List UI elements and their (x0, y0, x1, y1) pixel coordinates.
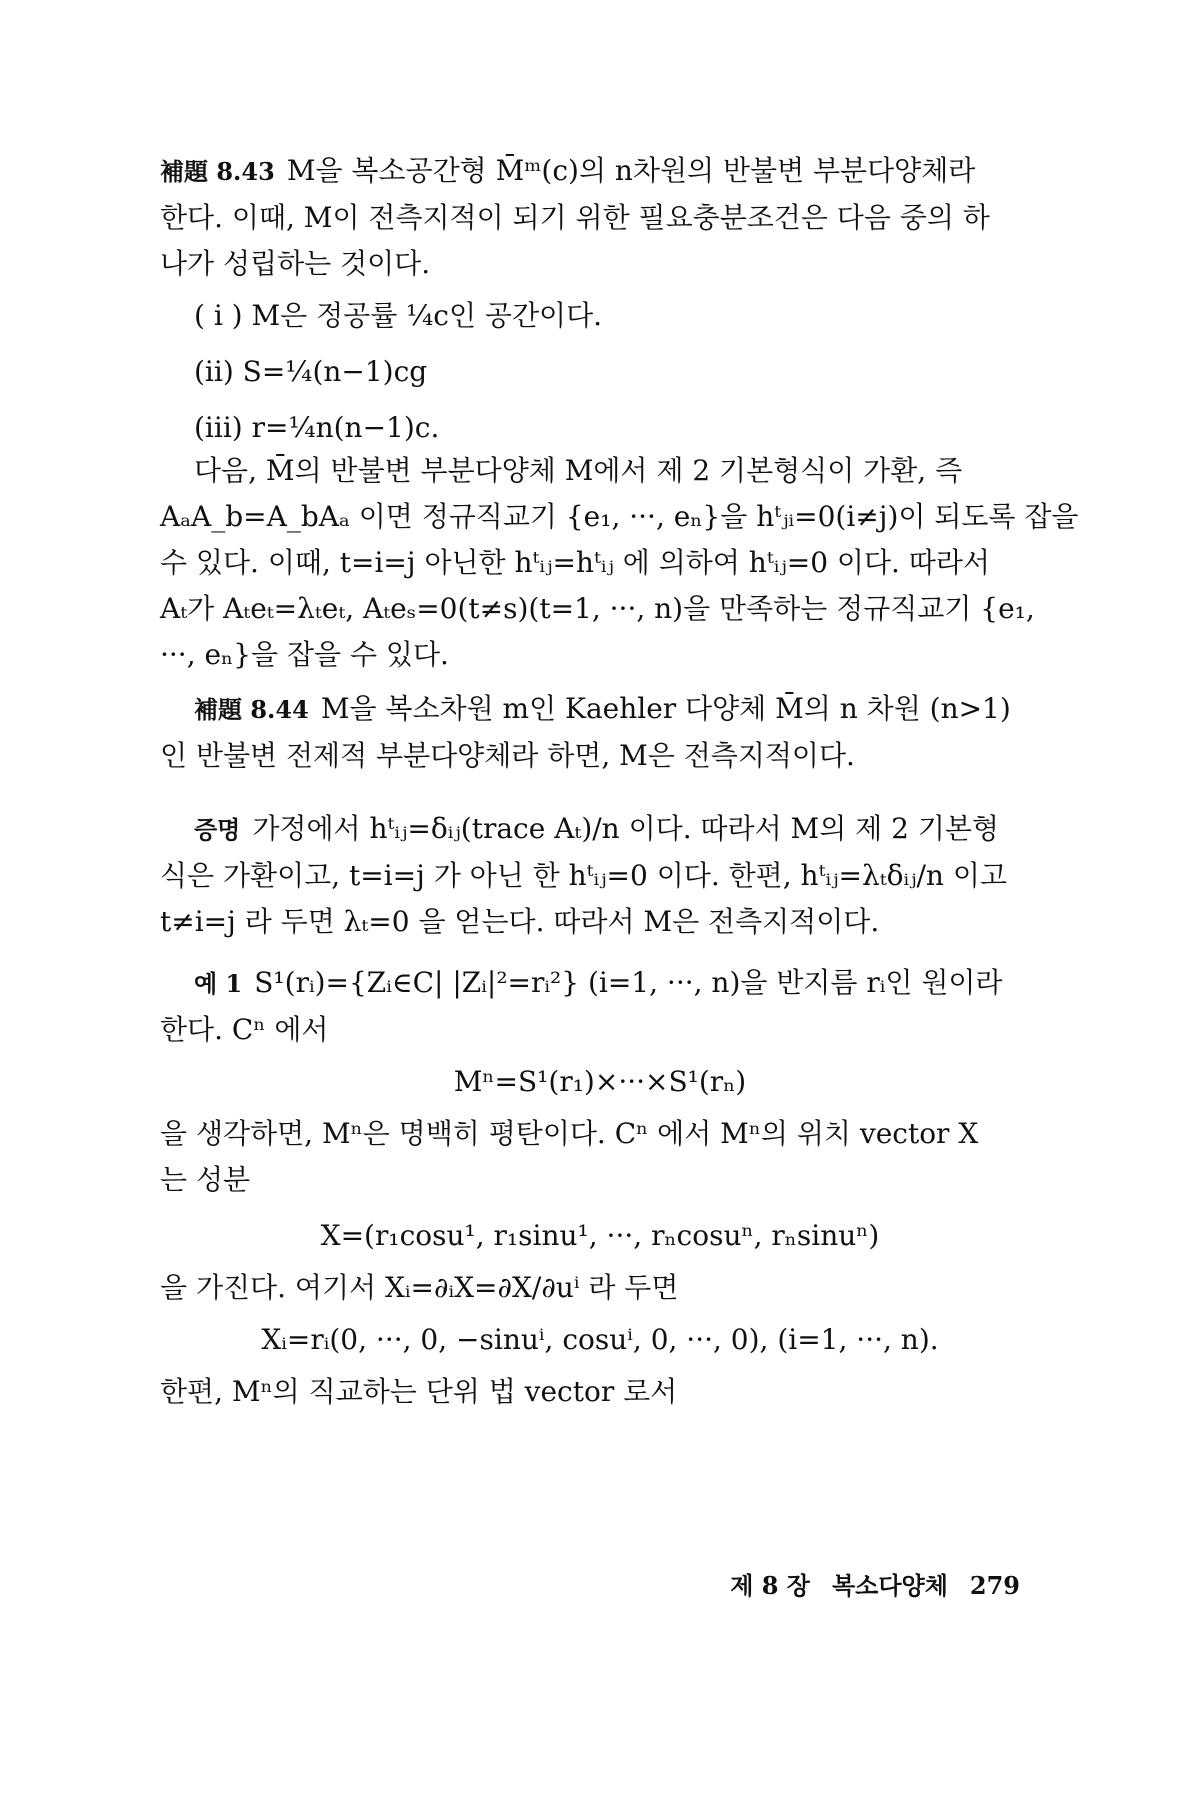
paragraph-commuting (160, 448, 1079, 678)
example-text: S¹(rᵢ)={Zᵢ∈C| |Zᵢ|²=rᵢ²} (i=1, ···, n)을 반지름 rᵢ인 원이라 (254, 966, 1003, 999)
example-line-4: 는 성분 (160, 1163, 251, 1196)
page-footer (160, 1566, 1020, 1601)
equation-tangent-vectors: Xᵢ=rᵢ(0, ···, 0, −sinuⁱ, cosuⁱ, 0, ···, 0), (i=1, ···, n). (261, 1323, 939, 1356)
lemma-8-43-line-3: 나가 성립하는 것이다. (160, 247, 431, 280)
lemma-8-43-line-2: 한다. 이때, M이 전측지적이 되기 위한 필요충분조건은 다음 중의 하 (160, 201, 990, 234)
equation-torus: Mⁿ=S¹(r₁)×···×S¹(rₙ) (453, 1065, 747, 1098)
lemma-8-43 (160, 148, 1040, 451)
page-number: 279 (969, 1571, 1020, 1600)
example-line-3: 을 생각하면, Mⁿ은 명백히 평탄이다. Cⁿ 에서 Mⁿ의 위치 vector X (160, 1117, 979, 1150)
chapter-number: 제 8 장 (730, 1571, 810, 1600)
example-label: 예 1 (194, 969, 243, 998)
proof-line-3: t≠i=j 라 두면 λₜ=0 을 얻는다. 따라서 M은 전측지적이다. (160, 905, 880, 938)
proof-label: 증명 (194, 815, 241, 844)
lemma-label: 補題 8.44 (194, 695, 309, 724)
lemma-8-43-line-1 (160, 148, 1040, 195)
equation-position-vector: X=(r₁cosu¹, r₁sinu¹, ···, rₙcosuⁿ, rₙsinuⁿ) (320, 1219, 880, 1252)
proof-text: 가정에서 hᵗᵢⱼ=δᵢⱼ(trace Aₜ)/n 이다. 따라서 M의 제 2 기본형 (252, 812, 999, 845)
condition-iii: (iii) r=¼n(n−1)c. (194, 411, 440, 444)
example-line-2: 한다. Cⁿ 에서 (160, 1013, 329, 1046)
lemma-label: 補題 8.43 (160, 157, 275, 186)
lemma-8-44 (160, 686, 1040, 779)
example-line-5: 을 가진다. 여기서 Xᵢ=∂ᵢX=∂X/∂uⁱ 라 두면 (160, 1271, 679, 1304)
example-line-6: 한편, Mⁿ의 직교하는 단위 법 vector 로서 (160, 1375, 678, 1408)
condition-ii: (ii) S=¼(n−1)cg (194, 355, 428, 388)
lemma-text: M을 복소차원 m인 Kaehler 다양체 M̄의 n 차원 (n>1) (320, 692, 1011, 725)
paragraph-line-4: Aₜ가 Aₜeₜ=λₜeₜ, Aₜeₛ=0(t≠s)(t=1, ···, n)을 만족하는 정규직교기 {e₁, (160, 592, 1035, 625)
proof-line-1 (160, 806, 1040, 853)
example-line-1 (160, 960, 1040, 1007)
example-1 (160, 960, 1040, 1415)
lemma-text: M을 복소공간형 M̄ᵐ(c)의 n차원의 반불변 부분다양체라 (286, 154, 976, 187)
chapter-title: 복소다양체 (831, 1571, 948, 1600)
proof (160, 806, 1040, 945)
paragraph-line-3: 수 있다. 이때, t=i=j 아닌한 hᵗᵢⱼ=hᵗᵢⱼ 에 의하여 hᵗᵢⱼ=0 이다. 따라서 (160, 546, 990, 579)
paragraph-line-2: AₐA_b=A_bAₐ 이면 정규직교기 {e₁, ···, eₙ}을 hᵗⱼᵢ=0(i≠j)이 되도록 잡을 (160, 500, 1079, 533)
lemma-8-44-line-2: 인 반불변 전제적 부분다양체라 하면, M은 전측지적이다. (160, 739, 855, 772)
lemma-8-44-line-1 (160, 686, 1040, 733)
proof-line-2: 식은 가환이고, t=i=j 가 아닌 한 hᵗᵢⱼ=0 이다. 한편, hᵗᵢⱼ=λₜδᵢⱼ/n 이고 (160, 859, 1007, 892)
condition-i: ( i ) M은 정공률 ¼c인 공간이다. (194, 299, 603, 332)
paragraph-line-5: ···, eₙ}을 잡을 수 있다. (160, 638, 449, 671)
paragraph-line-1: 다음, M̄의 반불변 부분다양체 M에서 제 2 기본형식이 가환, 즉 (194, 454, 963, 487)
